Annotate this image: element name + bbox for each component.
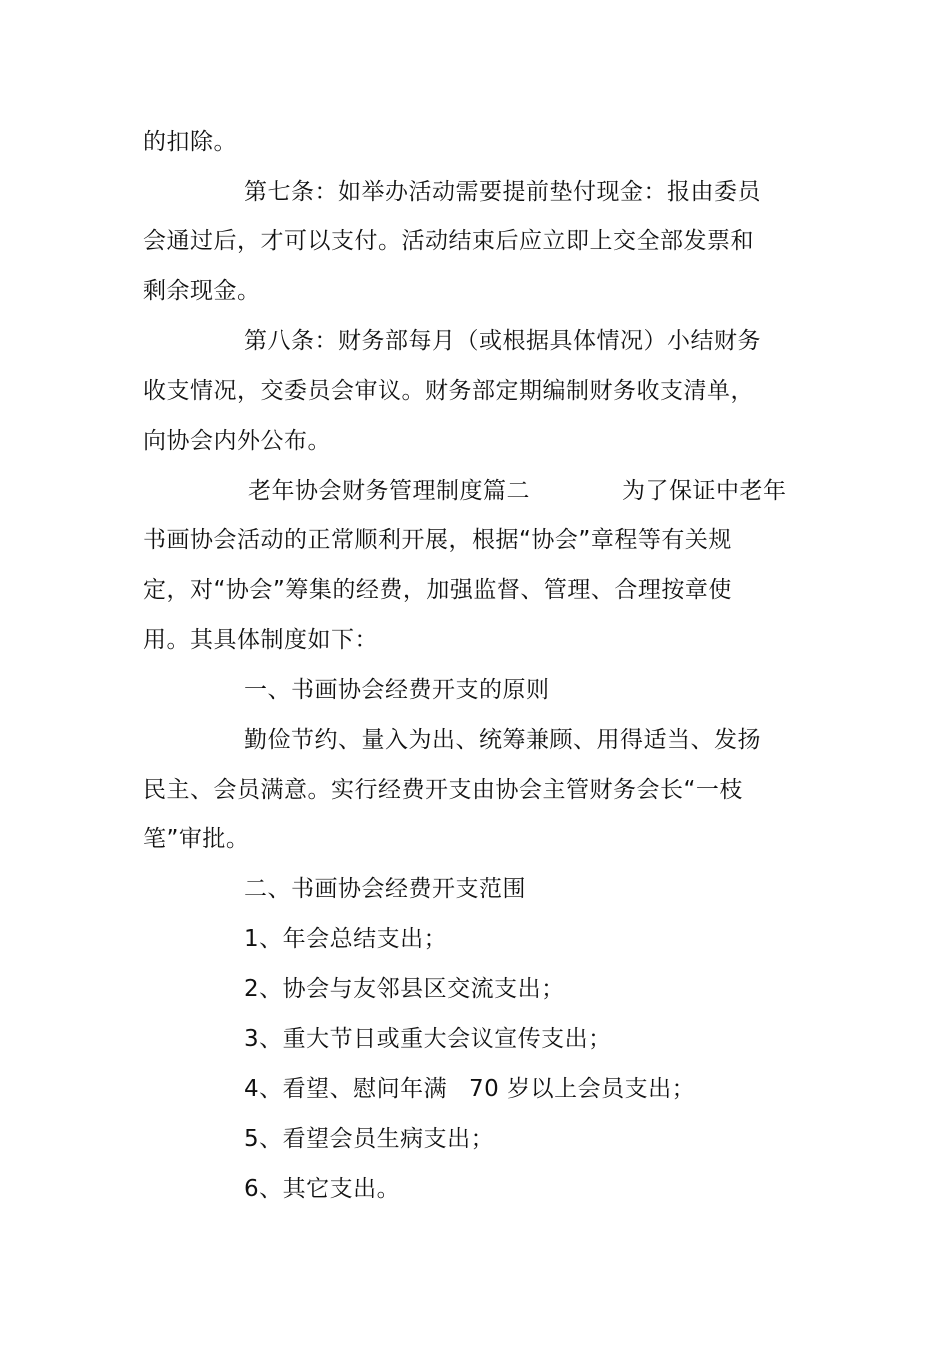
subsection-heading: 一、书画协会经费开支的原则 (244, 677, 550, 703)
section-heading: 老年协会财务管理制度篇二 (248, 478, 530, 504)
text-line: 向协会内外公布。 (143, 428, 331, 454)
list-item: 2、协会与友邻县区交流支出； (244, 976, 565, 1002)
text-line: 勤俭节约、量入为出、统筹兼顾、用得适当、发扬 (244, 727, 761, 753)
list-item: 6、其它支出。 (244, 1176, 401, 1202)
text-line: 为了保证中老年 (622, 478, 787, 504)
text-line: 收支情况，交委员会审议。财务部定期编制财务收支清单， (143, 378, 754, 404)
subsection-heading: 二、书画协会经费开支范围 (244, 876, 526, 902)
list-item: 5、看望会员生病支出； (244, 1126, 495, 1152)
text-line: 民主、会员满意。实行经费开支由协会主管财务会长“一枝 (143, 777, 743, 803)
text-line: 第七条：如举办活动需要提前垫付现金：报由委员 (244, 179, 761, 205)
text-line: 第八条：财务部每月（或根据具体情况）小结财务 (244, 328, 761, 354)
text-line: 的扣除。 (143, 129, 237, 155)
list-item: 3、重大节日或重大会议宣传支出； (244, 1026, 612, 1052)
text-line: 用。其具体制度如下： (143, 627, 378, 653)
text-line: 剩余现金。 (143, 278, 261, 304)
text-line: 笔”审批。 (143, 826, 250, 852)
list-item-continuation: 70 岁以上会员支出； (469, 1076, 696, 1102)
list-item: 4、看望、慰问年满 (244, 1076, 448, 1102)
text-line: 定，对“协会”筹集的经费，加强监督、管理、合理按章使 (143, 577, 732, 603)
text-line: 会通过后，才可以支付。活动结束后应立即上交全部发票和 (143, 228, 754, 254)
text-line: 书画协会活动的正常顺利开展，根据“协会”章程等有关规 (143, 527, 732, 553)
list-item: 1、年会总结支出； (244, 926, 448, 952)
